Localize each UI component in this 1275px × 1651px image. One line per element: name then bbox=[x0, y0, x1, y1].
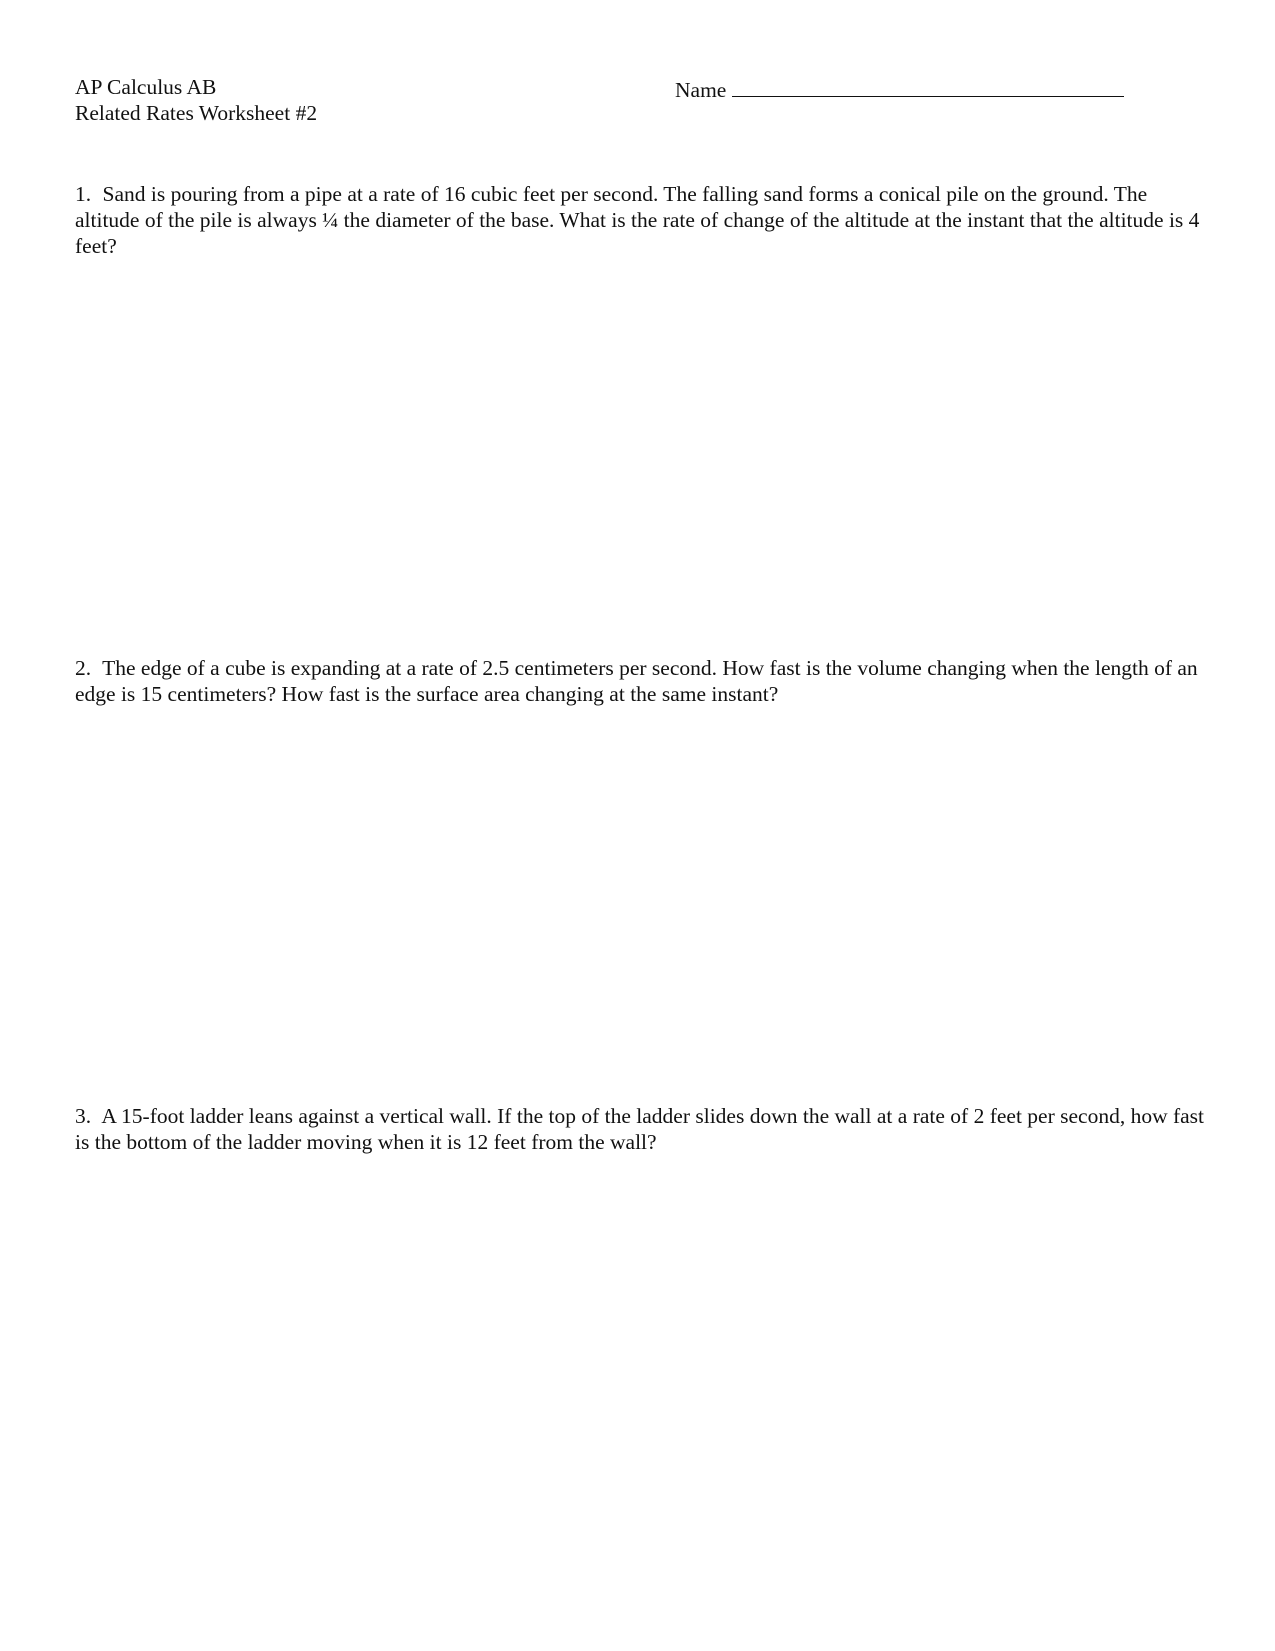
name-field bbox=[675, 74, 1124, 103]
problem-1 bbox=[75, 181, 1205, 259]
problem-2 bbox=[75, 655, 1205, 707]
problem-3 bbox=[75, 1103, 1205, 1155]
worksheet-header bbox=[75, 74, 317, 126]
problem-number: 2. bbox=[75, 656, 92, 680]
problem-text: A 15-foot ladder leans against a vertical wall. If the top of the ladder slides down the wall at a rate of 2 feet per second, how fast is the bottom of the ladder moving when it is 12 feet from the wall? bbox=[75, 1104, 1205, 1154]
problem-number: 1. bbox=[75, 182, 92, 206]
name-blank-line[interactable] bbox=[732, 74, 1124, 97]
worksheet-title: Related Rates Worksheet #2 bbox=[75, 101, 318, 125]
problem-text: Sand is pouring from a pipe at a rate of 16 cubic feet per second. The falling sand forms a conical pile on the ground. The altitude of the pile is always ¼ the diameter of the base. What is the rate of change of the altitude at the instant that the altitude is 4 feet? bbox=[75, 182, 1200, 258]
problem-text: The edge of a cube is expanding at a rate of 2.5 centimeters per second. How fast is the volume changing when the length of an edge is 15 centimeters? How fast is the surface area changing at the same instant? bbox=[75, 656, 1198, 706]
course-title: AP Calculus AB bbox=[75, 75, 217, 99]
name-label: Name bbox=[675, 78, 727, 102]
problem-number: 3. bbox=[75, 1104, 92, 1128]
